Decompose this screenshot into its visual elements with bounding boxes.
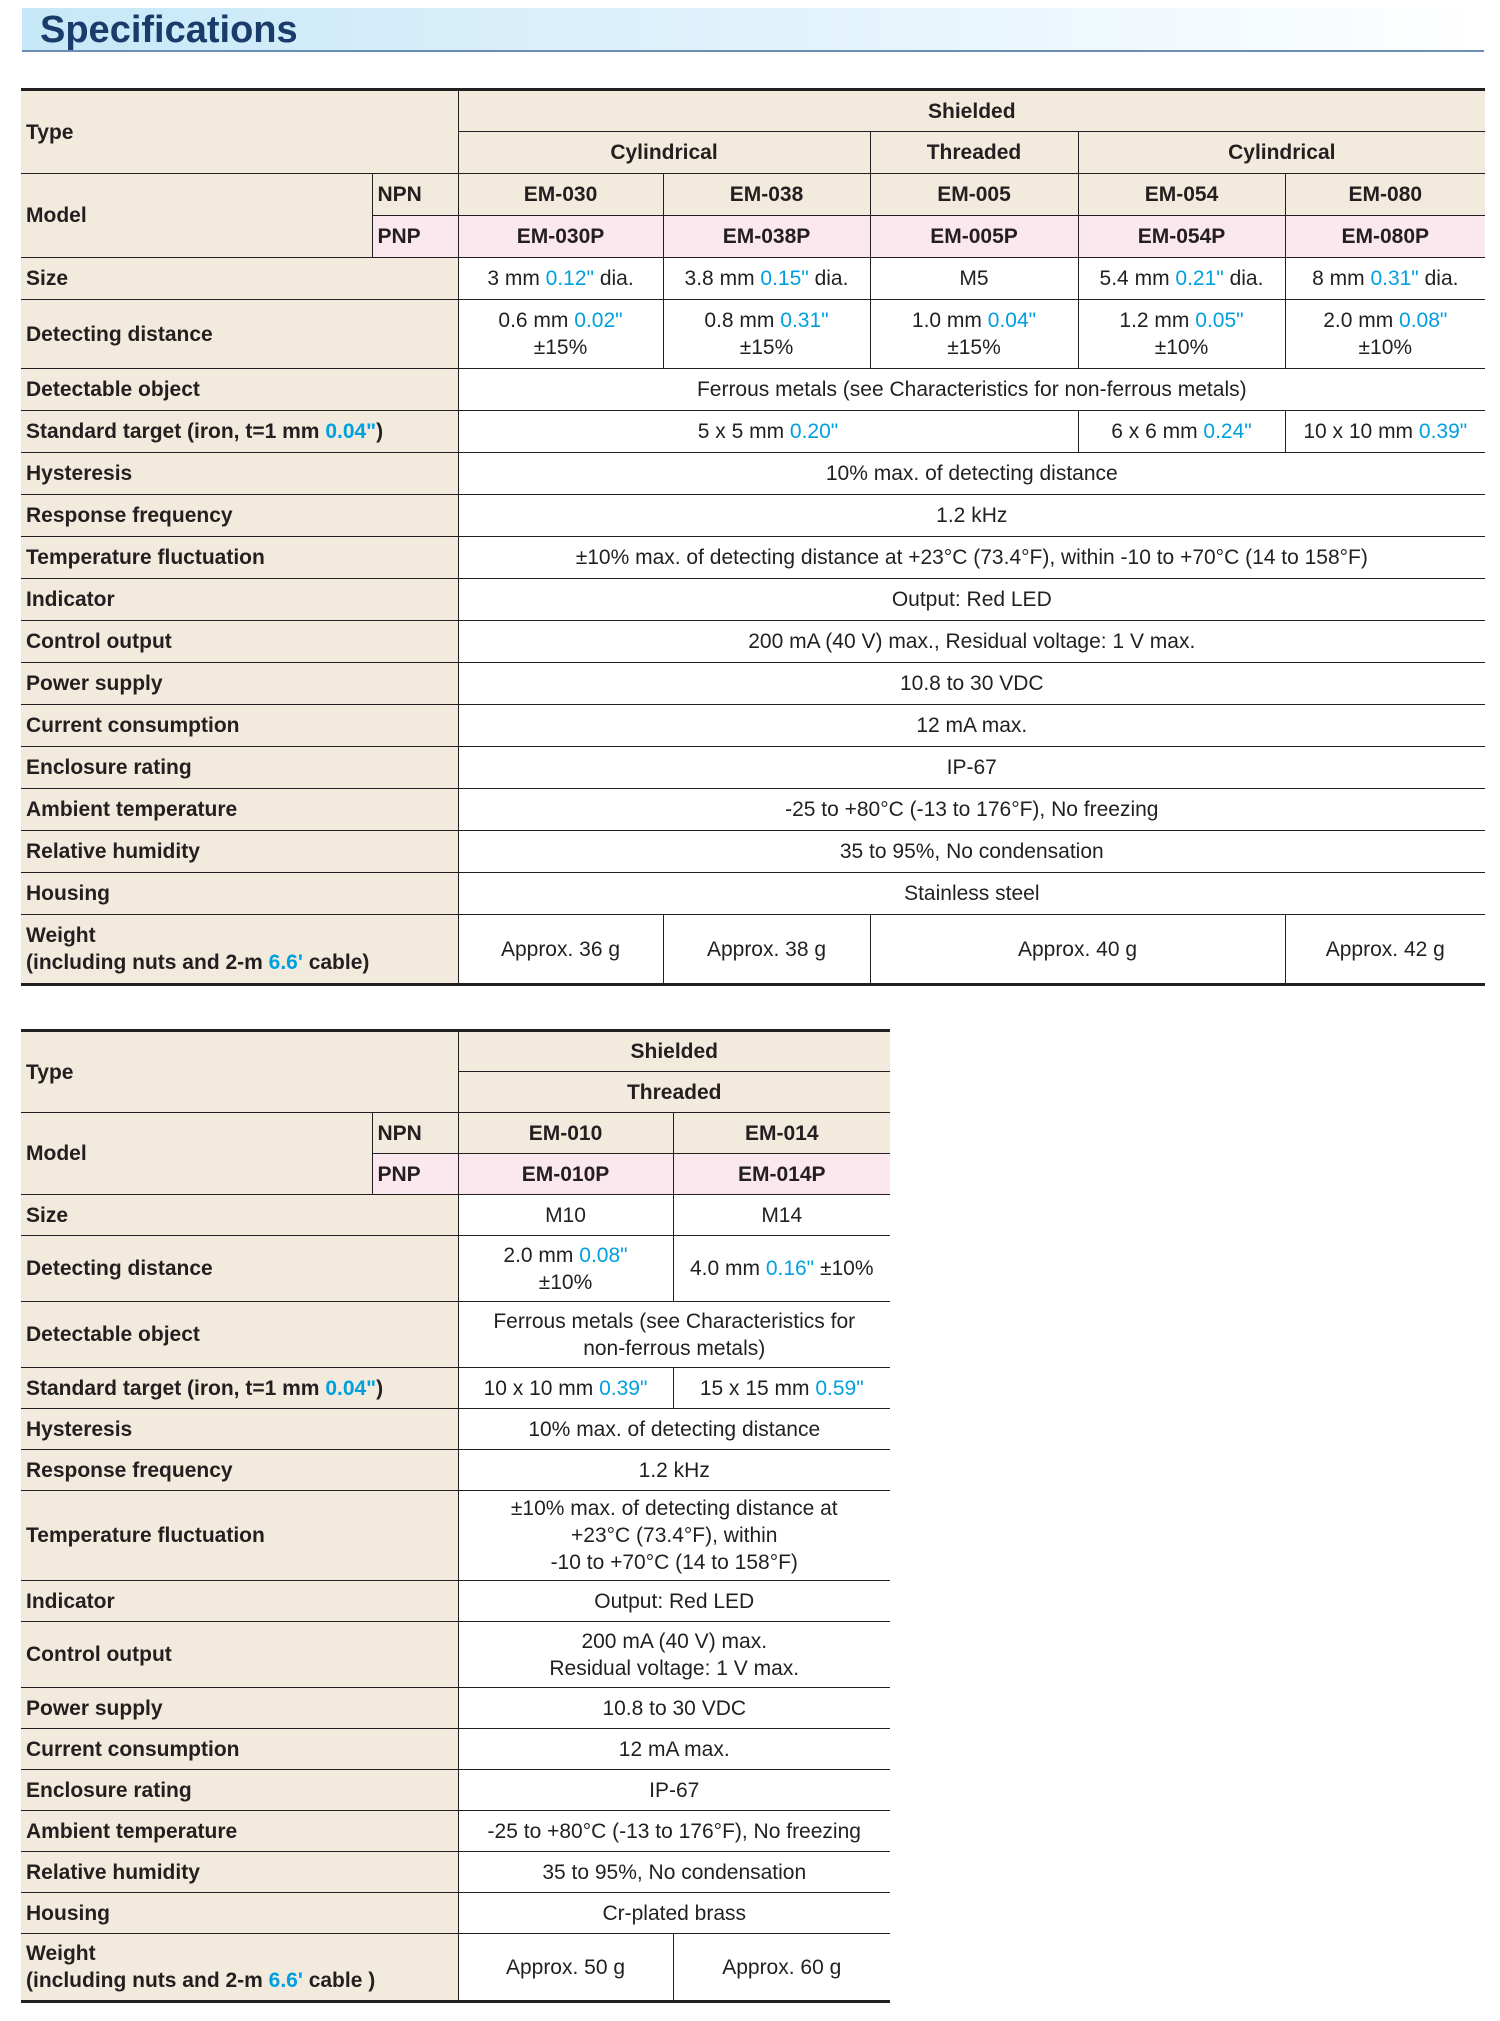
spec-table-2 bbox=[21, 1029, 890, 2003]
table-row bbox=[21, 747, 1485, 789]
table-row bbox=[21, 1236, 890, 1302]
control-output-cell: 200 mA (40 V) max., Residual voltage: 1 V max. bbox=[458, 621, 1485, 663]
table-row bbox=[21, 579, 1485, 621]
weight-cell: Approx. 42 g bbox=[1285, 915, 1485, 985]
type-shielded: Shielded bbox=[458, 90, 1485, 132]
row-label-detecting-distance: Detecting distance bbox=[21, 1236, 458, 1302]
pnp-model: EM-030P bbox=[458, 216, 663, 258]
detecting-distance-cell: 4.0 mm 0.16" ±10% bbox=[673, 1236, 890, 1302]
row-label-current-consumption: Current consumption bbox=[21, 705, 458, 747]
table-row bbox=[21, 1491, 890, 1581]
standard-target-cell: 10 x 10 mm 0.39" bbox=[1285, 411, 1485, 453]
weight-cell: Approx. 50 g bbox=[458, 1934, 673, 2002]
table-row bbox=[21, 1302, 890, 1368]
type-threaded: Threaded bbox=[870, 132, 1078, 174]
response-frequency-cell: 1.2 kHz bbox=[458, 1450, 890, 1491]
row-label-temperature-fluctuation: Temperature fluctuation bbox=[21, 1491, 458, 1581]
pnp-model: EM-005P bbox=[870, 216, 1078, 258]
table-row bbox=[21, 1195, 890, 1236]
table-row bbox=[21, 705, 1485, 747]
row-label-detectable-object: Detectable object bbox=[21, 1302, 458, 1368]
row-label-type: Type bbox=[21, 1031, 458, 1113]
power-supply-cell: 10.8 to 30 VDC bbox=[458, 663, 1485, 705]
weight-cell: Approx. 60 g bbox=[673, 1934, 890, 2002]
row-label-standard-target: Standard target (iron, t=1 mm 0.04") bbox=[21, 1368, 458, 1409]
detecting-distance-cell: 0.6 mm 0.02" ±15% bbox=[458, 300, 663, 369]
hysteresis-cell: 10% max. of detecting distance bbox=[458, 453, 1485, 495]
table-row bbox=[21, 174, 1485, 216]
indicator-cell: Output: Red LED bbox=[458, 579, 1485, 621]
detecting-distance-cell: 1.0 mm 0.04" ±15% bbox=[870, 300, 1078, 369]
weight-cell: Approx. 38 g bbox=[663, 915, 870, 985]
table-row bbox=[21, 1852, 890, 1893]
table-row bbox=[21, 621, 1485, 663]
row-label-temperature-fluctuation: Temperature fluctuation bbox=[21, 537, 458, 579]
size-cell: 3 mm 0.12" dia. bbox=[458, 258, 663, 300]
page-title: Specifications bbox=[40, 9, 298, 51]
temperature-fluctuation-cell: ±10% max. of detecting distance at +23°C (73.4°F), within -10 to +70°C (14 to 158°F) bbox=[458, 1491, 890, 1581]
npn-label: NPN bbox=[372, 1113, 458, 1154]
housing-cell: Stainless steel bbox=[458, 873, 1485, 915]
npn-model: EM-080 bbox=[1285, 174, 1485, 216]
size-cell: M10 bbox=[458, 1195, 673, 1236]
pnp-label: PNP bbox=[372, 216, 458, 258]
current-consumption-cell: 12 mA max. bbox=[458, 705, 1485, 747]
npn-model: EM-030 bbox=[458, 174, 663, 216]
title-banner bbox=[22, 8, 1484, 52]
row-label-power-supply: Power supply bbox=[21, 1688, 458, 1729]
table-row bbox=[21, 831, 1485, 873]
pnp-model: EM-038P bbox=[663, 216, 870, 258]
ambient-temperature-cell: -25 to +80°C (-13 to 176°F), No freezing bbox=[458, 1811, 890, 1852]
table-row bbox=[21, 663, 1485, 705]
table-row bbox=[21, 369, 1485, 411]
table-row bbox=[21, 873, 1485, 915]
row-label-housing: Housing bbox=[21, 873, 458, 915]
row-label-hysteresis: Hysteresis bbox=[21, 1409, 458, 1450]
npn-model: EM-054 bbox=[1078, 174, 1285, 216]
row-label-detecting-distance: Detecting distance bbox=[21, 300, 458, 369]
row-label-ambient-temperature: Ambient temperature bbox=[21, 1811, 458, 1852]
detecting-distance-cell: 0.8 mm 0.31" ±15% bbox=[663, 300, 870, 369]
npn-model: EM-038 bbox=[663, 174, 870, 216]
row-label-weight: Weight (including nuts and 2-m 6.6' cable ) bbox=[21, 1934, 458, 2002]
detecting-distance-cell: 2.0 mm 0.08" ±10% bbox=[458, 1236, 673, 1302]
row-label-size: Size bbox=[21, 1195, 458, 1236]
size-cell: M5 bbox=[870, 258, 1078, 300]
row-label-indicator: Indicator bbox=[21, 579, 458, 621]
weight-cell: Approx. 36 g bbox=[458, 915, 663, 985]
row-label-model: Model bbox=[21, 1113, 372, 1195]
control-output-cell: 200 mA (40 V) max. Residual voltage: 1 V max. bbox=[458, 1622, 890, 1688]
pnp-model: EM-080P bbox=[1285, 216, 1485, 258]
table-row bbox=[21, 915, 1485, 985]
spec-table-1 bbox=[21, 88, 1485, 986]
table-row bbox=[21, 411, 1485, 453]
npn-label: NPN bbox=[372, 174, 458, 216]
row-label-control-output: Control output bbox=[21, 621, 458, 663]
housing-cell: Cr-plated brass bbox=[458, 1893, 890, 1934]
npn-model: EM-005 bbox=[870, 174, 1078, 216]
type-threaded: Threaded bbox=[458, 1072, 890, 1113]
npn-model: EM-014 bbox=[673, 1113, 890, 1154]
row-label-standard-target: Standard target (iron, t=1 mm 0.04") bbox=[21, 411, 458, 453]
table-row bbox=[21, 300, 1485, 369]
weight-cell: Approx. 40 g bbox=[870, 915, 1285, 985]
relative-humidity-cell: 35 to 95%, No condensation bbox=[458, 1852, 890, 1893]
size-cell: 5.4 mm 0.21" dia. bbox=[1078, 258, 1285, 300]
row-label-ambient-temperature: Ambient temperature bbox=[21, 789, 458, 831]
standard-target-cell: 15 x 15 mm 0.59" bbox=[673, 1368, 890, 1409]
pnp-label: PNP bbox=[372, 1154, 458, 1195]
hysteresis-cell: 10% max. of detecting distance bbox=[458, 1409, 890, 1450]
relative-humidity-cell: 35 to 95%, No condensation bbox=[458, 831, 1485, 873]
type-cylindrical: Cylindrical bbox=[1078, 132, 1485, 174]
standard-target-cell: 6 x 6 mm 0.24" bbox=[1078, 411, 1285, 453]
npn-model: EM-010 bbox=[458, 1113, 673, 1154]
table-row bbox=[21, 1622, 890, 1688]
row-label-enclosure-rating: Enclosure rating bbox=[21, 1770, 458, 1811]
power-supply-cell: 10.8 to 30 VDC bbox=[458, 1688, 890, 1729]
row-label-size: Size bbox=[21, 258, 458, 300]
row-label-relative-humidity: Relative humidity bbox=[21, 831, 458, 873]
detectable-object-cell: Ferrous metals (see Characteristics for non-ferrous metals) bbox=[458, 1302, 890, 1368]
row-label-current-consumption: Current consumption bbox=[21, 1729, 458, 1770]
row-label-type: Type bbox=[21, 90, 458, 174]
detecting-distance-cell: 1.2 mm 0.05" ±10% bbox=[1078, 300, 1285, 369]
current-consumption-cell: 12 mA max. bbox=[458, 1729, 890, 1770]
indicator-cell: Output: Red LED bbox=[458, 1581, 890, 1622]
size-cell: M14 bbox=[673, 1195, 890, 1236]
row-label-control-output: Control output bbox=[21, 1622, 458, 1688]
table-row bbox=[21, 90, 1485, 132]
detecting-distance-cell: 2.0 mm 0.08" ±10% bbox=[1285, 300, 1485, 369]
table-row bbox=[21, 1031, 890, 1072]
row-label-power-supply: Power supply bbox=[21, 663, 458, 705]
row-label-response-frequency: Response frequency bbox=[21, 1450, 458, 1491]
table-row bbox=[21, 1409, 890, 1450]
table-row bbox=[21, 258, 1485, 300]
table-row bbox=[21, 1770, 890, 1811]
table-row bbox=[21, 495, 1485, 537]
row-label-detectable-object: Detectable object bbox=[21, 369, 458, 411]
response-frequency-cell: 1.2 kHz bbox=[458, 495, 1485, 537]
table-row bbox=[21, 1934, 890, 2002]
size-cell: 8 mm 0.31" dia. bbox=[1285, 258, 1485, 300]
row-label-housing: Housing bbox=[21, 1893, 458, 1934]
size-cell: 3.8 mm 0.15" dia. bbox=[663, 258, 870, 300]
table-row bbox=[21, 1893, 890, 1934]
pnp-model: EM-014P bbox=[673, 1154, 890, 1195]
row-label-enclosure-rating: Enclosure rating bbox=[21, 747, 458, 789]
row-label-hysteresis: Hysteresis bbox=[21, 453, 458, 495]
table-row bbox=[21, 789, 1485, 831]
standard-target-cell: 10 x 10 mm 0.39" bbox=[458, 1368, 673, 1409]
table-row bbox=[21, 1368, 890, 1409]
detectable-object-cell: Ferrous metals (see Characteristics for non-ferrous metals) bbox=[458, 369, 1485, 411]
type-cylindrical: Cylindrical bbox=[458, 132, 870, 174]
row-label-response-frequency: Response frequency bbox=[21, 495, 458, 537]
enclosure-rating-cell: IP-67 bbox=[458, 747, 1485, 789]
row-label-relative-humidity: Relative humidity bbox=[21, 1852, 458, 1893]
row-label-model: Model bbox=[21, 174, 372, 258]
standard-target-cell: 5 x 5 mm 0.20" bbox=[458, 411, 1078, 453]
table-row bbox=[21, 1688, 890, 1729]
pnp-model: EM-054P bbox=[1078, 216, 1285, 258]
pnp-model: EM-010P bbox=[458, 1154, 673, 1195]
row-label-indicator: Indicator bbox=[21, 1581, 458, 1622]
table-row bbox=[21, 537, 1485, 579]
row-label-weight: Weight (including nuts and 2-m 6.6' cable) bbox=[21, 915, 458, 985]
table-row bbox=[21, 1811, 890, 1852]
table-row bbox=[21, 1113, 890, 1154]
table-row bbox=[21, 453, 1485, 495]
type-shielded: Shielded bbox=[458, 1031, 890, 1072]
table-row bbox=[21, 1450, 890, 1491]
enclosure-rating-cell: IP-67 bbox=[458, 1770, 890, 1811]
ambient-temperature-cell: -25 to +80°C (-13 to 176°F), No freezing bbox=[458, 789, 1485, 831]
temperature-fluctuation-cell: ±10% max. of detecting distance at +23°C (73.4°F), within -10 to +70°C (14 to 158°F) bbox=[458, 537, 1485, 579]
table-row bbox=[21, 1581, 890, 1622]
table-row bbox=[21, 1729, 890, 1770]
